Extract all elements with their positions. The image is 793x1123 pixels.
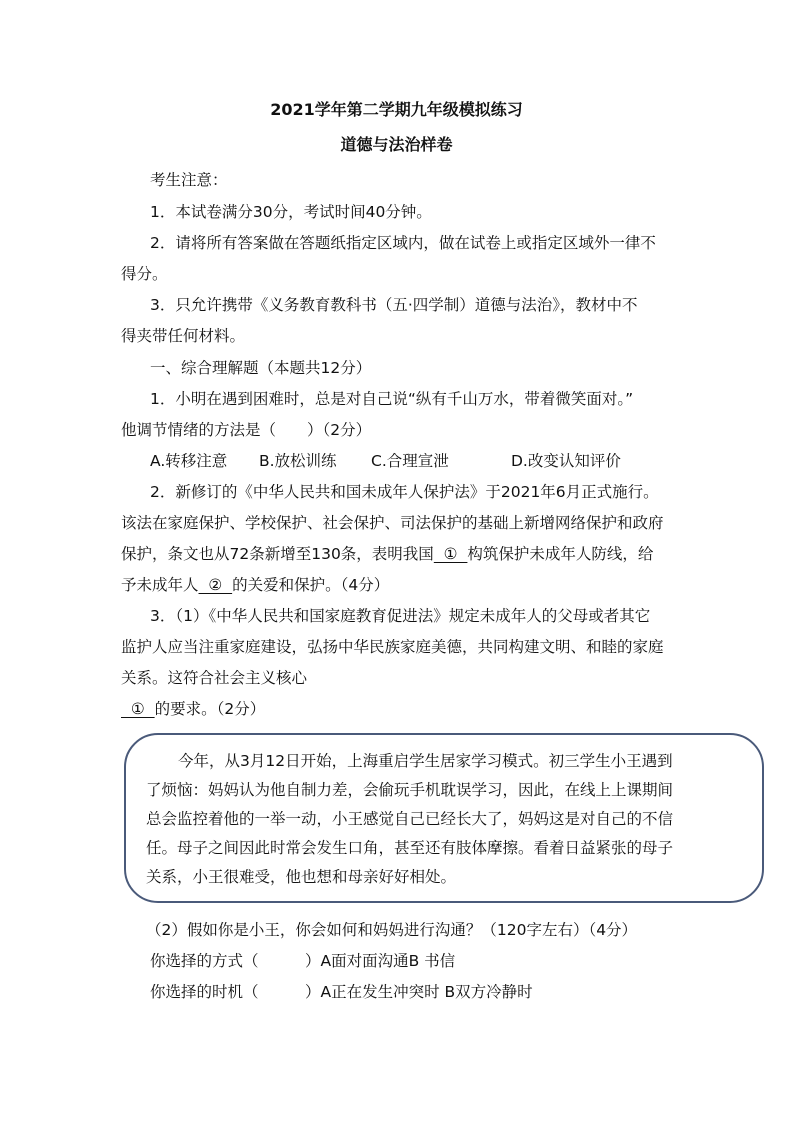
question-1-option-c: C.合理宣泄 [371,452,449,470]
question-2-line-3 [121,544,653,564]
question-2-line-2: 该法在家庭保护、学校保护、社会保护、司法保护的基础上新增网络保护和政府 [121,514,664,532]
question-2-line-3-text-b: 构筑保护未成年人防线，给 [467,545,654,563]
question-2-line-3-text-a: 保护，条文也从72条新增至130条，表明我国 [121,545,434,563]
notice-heading: 考生注意： [150,171,228,189]
material-box [124,733,764,903]
question-3-part-2-prompt: （2）假如你是小王，你会如何和妈妈进行沟通？（120字左右）（4分） [146,921,638,939]
material-line-2: 了烦恼：妈妈认为他自制力差，会偷玩手机耽误学习，因此，在线上上课期间 [146,781,674,799]
question-1-line-1: 1．小明在遇到困难时，总是对自己说“纵有千山万水，带着微笑面对。” [150,390,634,408]
choice-time: 你选择的时机（ ）A正在发生冲突时 B双方冷静时 [150,983,533,1001]
material-line-4: 任。母子之间因此时常会发生口角，甚至还有肢体摩擦。看着日益紧张的母子 [146,839,674,857]
material-line-5: 关系，小王很难受，他也想和母亲好好相处。 [146,868,457,886]
question-1-option-a: A.转移注意 [150,452,228,470]
notice-item-2-line-1: 2．请将所有答案做在答题纸指定区域内，做在试卷上或指定区域外一律不 [150,234,656,252]
question-2-line-4 [121,575,389,595]
notice-item-2-line-2: 得分。 [121,265,168,283]
question-3-line-4 [121,699,265,719]
question-3-line-3: 关系。这符合社会主义核心 [121,669,308,687]
material-line-1: 今年，从3月12日开始，上海重启学生居家学习模式。初三学生小王遇到 [178,752,673,770]
choice-way: 你选择的方式（ ）A面对面沟通B 书信 [150,952,456,970]
exam-subtitle: 道德与法治样卷 [340,135,453,154]
question-1-line-2: 他调节情绪的方法是（ ）（2分） [121,421,372,439]
notice-item-3-line-2: 得夹带任何材料。 [121,327,246,345]
question-2-line-1: 2．新修订的《中华人民共和国未成年人保护法》于2021年6月正式施行。 [150,483,659,501]
section-1-heading: 一、综合理解题（本题共12分） [150,359,372,377]
question-2-line-4-text-b: 的关爱和保护。（4分） [232,576,390,594]
question-3-line-2: 监护人应当注重家庭建设，弘扬中华民族家庭美德，共同构建文明、和睦的家庭 [121,638,664,656]
question-3-blank-1: ① [121,700,155,718]
material-line-3: 总会监控着他的一举一动，小王感觉自己已经长大了，妈妈这是对自己的不信 [146,810,674,828]
exam-title: 2021学年第二学期九年级模拟练习 [270,100,523,119]
question-2-blank-2: ② [198,576,233,594]
question-1-option-d: D.改变认知评价 [511,452,621,470]
question-3-line-4-text: 的要求。（2分） [154,700,266,718]
notice-item-3-line-1: 3．只允许携带《义务教育教科书（五·四学制）道德与法治》，教材中不 [150,296,638,314]
question-2-blank-1: ① [433,545,468,563]
question-1-option-b: B.放松训练 [259,452,337,470]
notice-item-1: 1．本试卷满分30分，考试时间40分钟。 [150,203,432,221]
question-3-line-1: 3．（1）《中华人民共和国家庭教育促进法》规定未成年人的父母或者其它 [150,607,651,625]
question-2-line-4-text-a: 予未成年人 [121,576,199,594]
